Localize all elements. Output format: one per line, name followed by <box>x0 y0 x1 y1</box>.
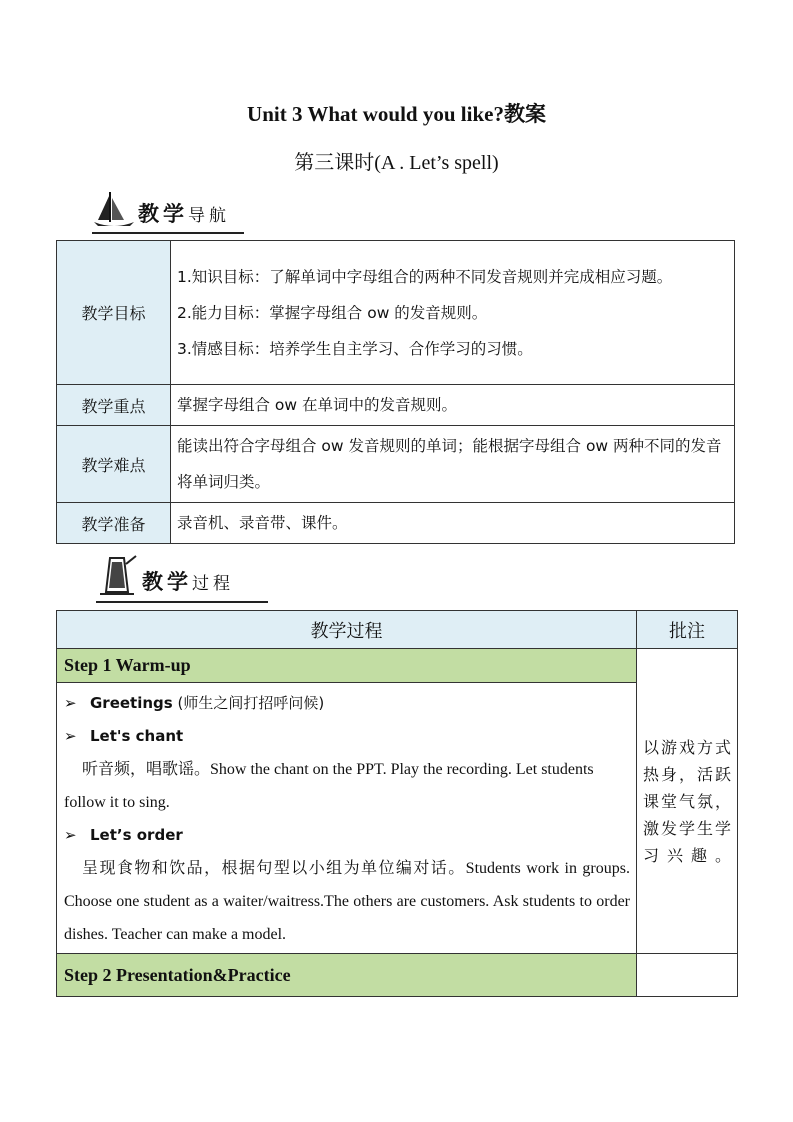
step-1-note: 以游戏方式热身，活跃课堂气氛，激发学生学习兴趣。 <box>637 649 738 954</box>
lesson-overview-table <box>56 240 735 544</box>
document-subtitle: 第三课时(A . Let’s spell) <box>294 152 499 174</box>
table-row <box>57 503 735 544</box>
chant-label: Let's chant <box>90 727 184 745</box>
step-2-note <box>637 954 738 997</box>
greetings-label: Greetings <box>90 694 173 712</box>
objective-ability: 2.能力目标：掌握字母组合 ow 的发音规则。 <box>177 303 488 322</box>
row-value <box>171 241 735 385</box>
objective-emotion: 3.情感目标：培养学生自主学习、合作学习的习惯。 <box>177 339 533 358</box>
arrow-bullet-icon: ➢ <box>64 727 77 745</box>
row-value: 能读出符合字母组合 ow 发音规则的单词；能根据字母组合 ow 两种不同的发音将单词归类。 <box>171 426 735 503</box>
step-1-body <box>57 683 637 954</box>
table-row <box>57 683 738 954</box>
column-header-note: 批注 <box>637 611 738 649</box>
pencil-figure-icon <box>96 554 138 600</box>
row-label: 教学准备 <box>57 503 171 544</box>
banner-navigation-subtitle: 导航 <box>188 206 230 226</box>
chant-text: 听音频，唱歌谣。Show the chant on the PPT. Play the recording. Let students follow it to sing. <box>64 761 594 811</box>
table-row <box>57 241 735 385</box>
row-value: 掌握字母组合 ow 在单词中的发音规则。 <box>171 385 735 426</box>
order-text: 呈现食物和饮品，根据句型以小组为单位编对话。Students work in groups. Choose one student as a waiter/waitress.The others are customers. Ask students to order dishes. Teacher can make a model. <box>64 860 630 943</box>
arrow-bullet-icon: ➢ <box>64 694 77 712</box>
banner-underline <box>92 232 244 234</box>
sailboat-icon <box>92 190 136 230</box>
order-label: Let’s order <box>90 826 183 844</box>
table-header-row <box>57 611 738 649</box>
banner-process-subtitle: 过程 <box>192 574 234 594</box>
table-row <box>57 426 735 503</box>
list-item <box>64 720 630 753</box>
row-value: 录音机、录音带、课件。 <box>171 503 735 544</box>
section-banner-process <box>96 554 234 600</box>
list-item <box>64 819 630 852</box>
table-row <box>57 385 735 426</box>
row-label: 教学难点 <box>57 426 171 503</box>
banner-process-title: 教学 <box>142 570 192 594</box>
row-label: 教学重点 <box>57 385 171 426</box>
step-2-title: Step 2 Presentation&Practice <box>57 954 637 997</box>
arrow-bullet-icon: ➢ <box>64 826 77 844</box>
section-banner-navigation <box>92 190 230 230</box>
table-row <box>57 954 738 997</box>
banner-underline <box>96 601 268 603</box>
row-label: 教学目标 <box>57 241 171 385</box>
list-item <box>64 687 630 720</box>
column-header-process: 教学过程 <box>57 611 637 649</box>
step-1-title: Step 1 Warm-up <box>57 649 637 683</box>
table-row <box>57 649 738 683</box>
banner-navigation-title: 教学 <box>138 202 188 226</box>
teaching-process-table <box>56 610 738 997</box>
document-title: Unit 3 What would you like?教案 <box>247 102 546 126</box>
objective-knowledge: 1.知识目标：了解单词中字母组合的两种不同发音规则并完成相应习题。 <box>177 267 673 286</box>
greetings-note: (师生之间打招呼问候) <box>172 694 325 712</box>
